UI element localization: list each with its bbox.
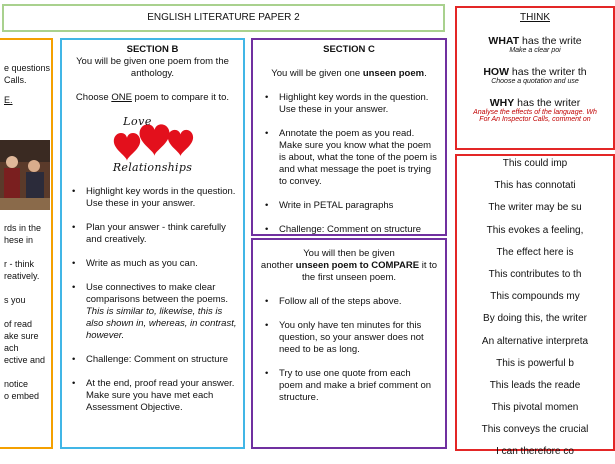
section-b-list: [62, 186, 243, 414]
compare-intro-pre: another: [260, 260, 296, 271]
section-b-panel: [60, 38, 245, 449]
section-a-line: Calls.: [4, 75, 27, 85]
think-why-rest: has the writer: [514, 97, 581, 109]
section-b-choose-one: ONE: [111, 92, 132, 103]
section-c-bullet: • Highlight key words in the question. Use these in your answer.: [279, 92, 437, 116]
compare-intro-post: it to: [419, 260, 438, 271]
phrase-item: This has connotati: [494, 180, 576, 192]
section-c-panel: [251, 38, 447, 236]
compare-bullet: • You only have ten minutes for this question, so your answer does not need to be as long.: [279, 320, 437, 356]
compare-bullet: • Follow all of the steps above.: [279, 296, 437, 308]
think-why-sub-1: Analyse the effects of the language. Wh: [473, 109, 597, 116]
think-how-bold: HOW: [483, 66, 510, 78]
section-b-bullet: • Plan your answer - think carefully and creatively.: [86, 222, 237, 246]
section-c-bullet: • Challenge: Comment on structure: [279, 224, 437, 236]
section-a-line: reatively.: [4, 271, 40, 281]
think-how: [457, 66, 613, 78]
think-panel: [455, 6, 615, 150]
phrase-item: This compounds my: [490, 291, 580, 303]
compare-list: [253, 296, 445, 404]
section-b-bullet-connectives: [86, 282, 237, 342]
section-c-intro-pre: You will be given one: [271, 68, 363, 79]
section-b-bullet: • Highlight key words in the question. Use these in your answer.: [86, 186, 237, 210]
section-a-line: s you: [4, 295, 26, 305]
section-a-picture: [0, 140, 50, 210]
think-what-rest: has the write: [519, 35, 582, 47]
section-a-line: ake sure: [4, 331, 39, 341]
section-b-choose: [68, 92, 237, 104]
phrase-item: The writer may be su: [488, 202, 582, 214]
section-b-bullet: • At the end, proof read your answer. Make sure you have met each Assessment Objective.: [86, 378, 237, 414]
section-c-heading: SECTION C: [323, 44, 375, 55]
section-c-intro-post: .: [424, 68, 427, 79]
think-what: [457, 35, 613, 47]
compare-intro-3: the first unseen poem.: [302, 272, 396, 283]
section-a-line: r - think: [4, 259, 35, 269]
phrase-item: This pivotal momen: [491, 402, 579, 414]
think-how-rest: has the writer th: [509, 66, 587, 78]
connectives-examples: This is similar to, likewise, this is also shown in, whereas, in contrast, however.: [86, 306, 237, 341]
section-b-heading: SECTION B: [126, 44, 179, 55]
think-why-bold: WHY: [489, 97, 515, 109]
think-why: [457, 97, 613, 109]
think-title: THINK: [520, 12, 550, 23]
section-b-choose-pre: Choose: [75, 92, 112, 103]
compare-intro-1: You will then be given: [303, 248, 395, 259]
section-c-bullet: • Annotate the poem as you read. Make sure you know what the poem is about, what the tone of the poem is and what message the poet is trying to convey.: [279, 128, 437, 188]
page-title-bar: [2, 4, 445, 32]
section-a-underlined: E.: [4, 95, 13, 105]
section-a-line: of read: [4, 319, 33, 329]
compare-intro-bold: unseen poem to COMPARE: [295, 260, 420, 271]
section-b-bullet: • Write as much as you can.: [86, 258, 237, 270]
phrase-item: This is powerful b: [496, 357, 574, 369]
phrase-item: This could imp: [502, 158, 568, 169]
section-a-line: ective and: [4, 355, 46, 365]
section-a-line: ach: [4, 343, 19, 353]
phrase-item: This leads the reade: [489, 379, 581, 391]
phrase-item: An alternative interpreta: [481, 335, 589, 347]
section-a-line: rds in the: [4, 223, 42, 233]
love-relationships-graphic: [108, 110, 198, 180]
phrases-list: [457, 153, 613, 464]
love-label: Love: [123, 115, 152, 128]
think-what-bold: WHAT: [488, 35, 520, 47]
compare-intro-2: [259, 260, 439, 272]
section-a-text-bottom: [4, 222, 64, 402]
section-c-bullet: • Write in PETAL paragraphs: [279, 200, 437, 212]
section-a-line: e questions: [4, 63, 51, 73]
phrase-item: This conveys the crucial: [481, 424, 589, 436]
think-what-sub: Make a clear poi: [509, 47, 561, 54]
phrase-item: I can therefore co: [496, 446, 574, 458]
phrase-item: By doing this, the writer: [483, 313, 587, 325]
connectives-text: Use connectives to make clear comparisons between the poems.: [86, 282, 229, 305]
section-compare-panel: [251, 238, 447, 449]
phrase-item: The effect here is: [496, 246, 574, 258]
section-a-panel: [0, 38, 53, 449]
phrase-item: This evokes a feeling,: [486, 224, 584, 236]
compare-bullet: • Try to use one quote from each poem and make a brief comment on structure.: [279, 368, 437, 404]
phrase-item: This contributes to th: [488, 268, 582, 280]
think-why-sub-2: For An Inspector Calls, comment on: [479, 116, 591, 123]
page-title: ENGLISH LITERATURE PAPER 2: [147, 12, 300, 23]
section-a-line: o embed: [4, 391, 40, 401]
think-how-sub: Choose a quotation and use: [491, 78, 579, 85]
analysis-phrases-panel: [455, 154, 615, 458]
relationships-label: Relationships: [112, 161, 193, 174]
section-b-choose-post: poem to compare it to.: [131, 92, 230, 103]
section-a-line: notice: [4, 379, 29, 389]
section-c-intro-bold: unseen poem: [362, 68, 425, 79]
section-c-list: [253, 92, 445, 236]
section-c-intro: [259, 68, 439, 80]
section-b-intro: You will be given one poem from the anthology.: [76, 56, 229, 79]
section-b-bullet: • Challenge: Comment on structure: [86, 354, 237, 366]
section-a-line: hese in: [4, 235, 34, 245]
section-a-text: [4, 62, 64, 106]
